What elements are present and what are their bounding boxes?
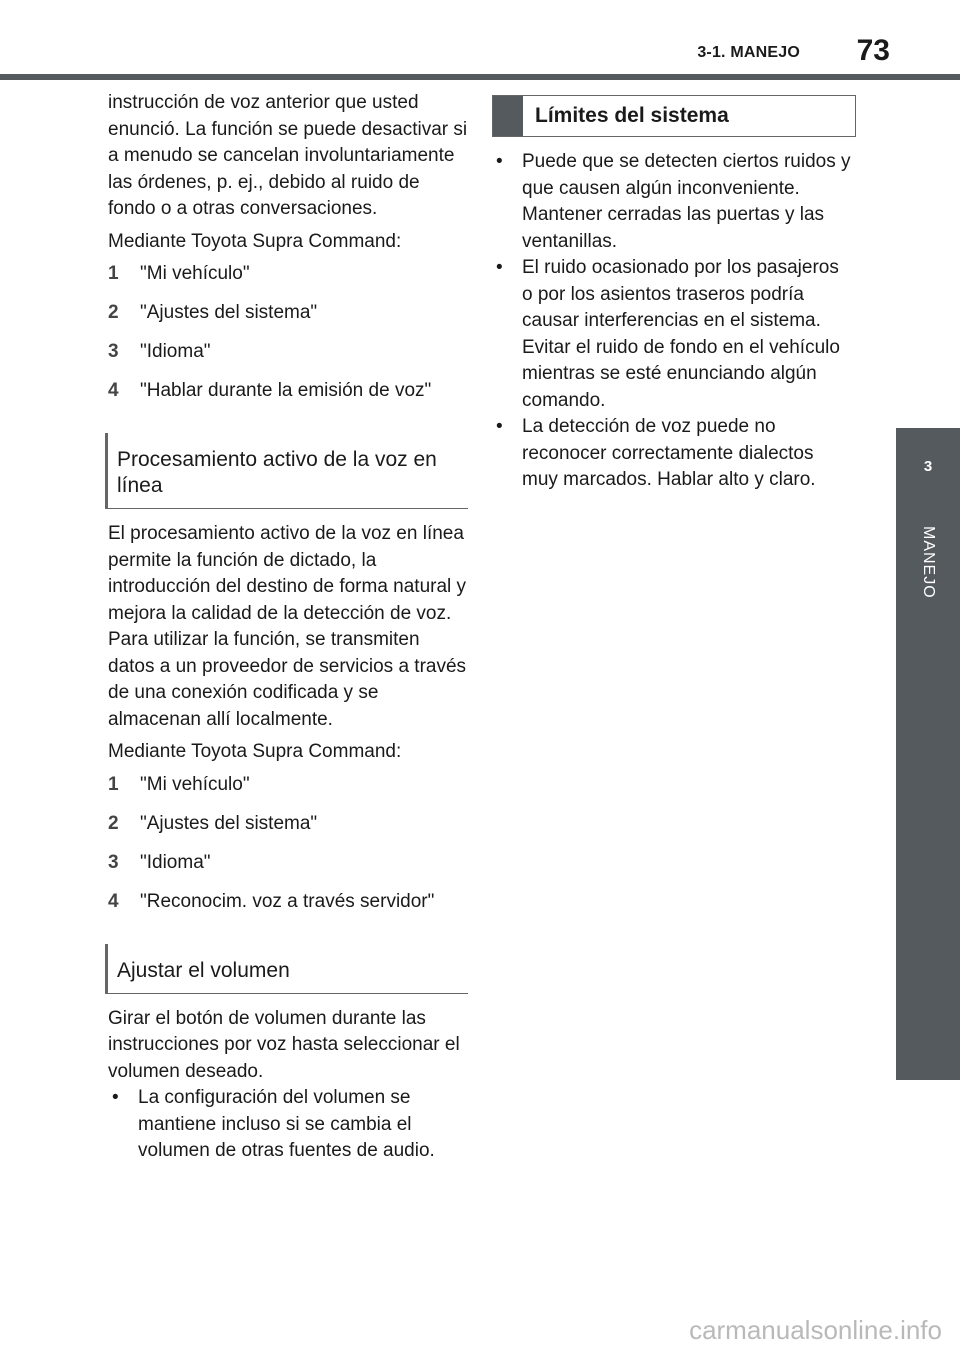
boxed-heading-title: Límites del sistema bbox=[535, 104, 729, 127]
list-item bbox=[108, 850, 468, 889]
bullet-mark: • bbox=[496, 416, 503, 437]
header-rule bbox=[0, 74, 960, 80]
bullet-item bbox=[108, 1085, 468, 1165]
list-item bbox=[108, 811, 468, 850]
bullet-mark: • bbox=[496, 151, 503, 172]
bullet-mark: • bbox=[496, 257, 503, 278]
left-column bbox=[108, 90, 468, 1165]
step-text: "Ajustes del sistema" bbox=[140, 812, 318, 834]
boxed-heading bbox=[492, 95, 856, 137]
bullet-item bbox=[492, 149, 852, 255]
list-item bbox=[108, 300, 468, 339]
body-paragraph: El procesamiento activo de la voz en línea permite la función de dictado, la introducción del destino de forma natural y mejora la calidad de la detección de voz. Para utilizar la función, se transmiten datos a un proveedor de servicios a través de una conexión codificada y se almacenan allí localmente. bbox=[108, 523, 467, 730]
step-text: "Mi vehículo" bbox=[140, 263, 250, 284]
list-item bbox=[108, 261, 468, 300]
steps-list bbox=[108, 261, 468, 417]
intro-paragraph: instrucción de voz anterior que usted enunció. La función se puede desactivar si a menudo se cancelan involuntariamente las órdenes, p. ej., debido al ruido de fondo o a otras conversaciones. bbox=[108, 92, 468, 219]
steps-list bbox=[108, 772, 468, 928]
step-number: 3 bbox=[108, 851, 119, 873]
step-number: 1 bbox=[108, 263, 119, 284]
chapter-label: MANEJO bbox=[920, 526, 937, 599]
step-number: 1 bbox=[108, 773, 119, 795]
section-heading: Procesamiento activo de la voz en línea bbox=[105, 433, 468, 509]
bullet-text: El ruido ocasionado por los pasajeros o por los asientos traseros podría causar interferencias en el sistema. Evitar el ruido de fondo en el vehículo mientras se esté enunciando algún comando. bbox=[522, 257, 840, 411]
step-number: 2 bbox=[108, 812, 119, 834]
step-number: 4 bbox=[108, 380, 119, 401]
step-text: "Reconocim. voz a través servidor" bbox=[140, 890, 435, 912]
list-item bbox=[108, 772, 468, 811]
section-heading: Ajustar el volumen bbox=[105, 944, 468, 994]
page-number: 73 bbox=[856, 34, 890, 67]
step-text: "Idioma" bbox=[140, 851, 211, 873]
step-number: 3 bbox=[108, 341, 119, 362]
bullet-item bbox=[492, 255, 852, 414]
via-text: Mediante Toyota Supra Command: bbox=[108, 230, 402, 252]
chapter-number: 3 bbox=[923, 458, 933, 475]
bullet-text: La detección de voz puede no reconocer correctamente dialectos muy marcados. Hablar alto y claro. bbox=[522, 416, 816, 490]
list-item bbox=[108, 339, 468, 378]
step-text: "Mi vehículo" bbox=[140, 773, 250, 795]
bullet-text: Puede que se detecten ciertos ruidos y que causen algún inconveniente. Mantener cerradas las puertas y las ventanillas. bbox=[522, 151, 851, 252]
step-number: 4 bbox=[108, 890, 119, 912]
step-text: "Ajustes del sistema" bbox=[140, 302, 318, 323]
step-number: 2 bbox=[108, 302, 119, 323]
bullet-text: La configuración del volumen se mantiene incluso si se cambia el volumen de otras fuentes de audio. bbox=[138, 1087, 435, 1161]
right-column bbox=[492, 95, 852, 494]
list-item bbox=[108, 378, 468, 417]
section-title: 3-1. MANEJO bbox=[697, 44, 800, 61]
via-text: Mediante Toyota Supra Command: bbox=[108, 741, 402, 762]
bullet-mark: • bbox=[112, 1087, 119, 1108]
chapter-tab bbox=[896, 428, 960, 1080]
body-paragraph: Girar el botón de volumen durante las instrucciones por voz hasta seleccionar el volumen deseado. bbox=[108, 1007, 460, 1082]
bullet-item bbox=[492, 414, 852, 494]
step-text: "Idioma" bbox=[140, 341, 211, 362]
watermark: carmanualsonline.info bbox=[689, 1315, 942, 1345]
step-text: "Hablar durante la emisión de voz" bbox=[140, 380, 432, 401]
list-item bbox=[108, 889, 468, 928]
heading-bar bbox=[493, 96, 523, 136]
